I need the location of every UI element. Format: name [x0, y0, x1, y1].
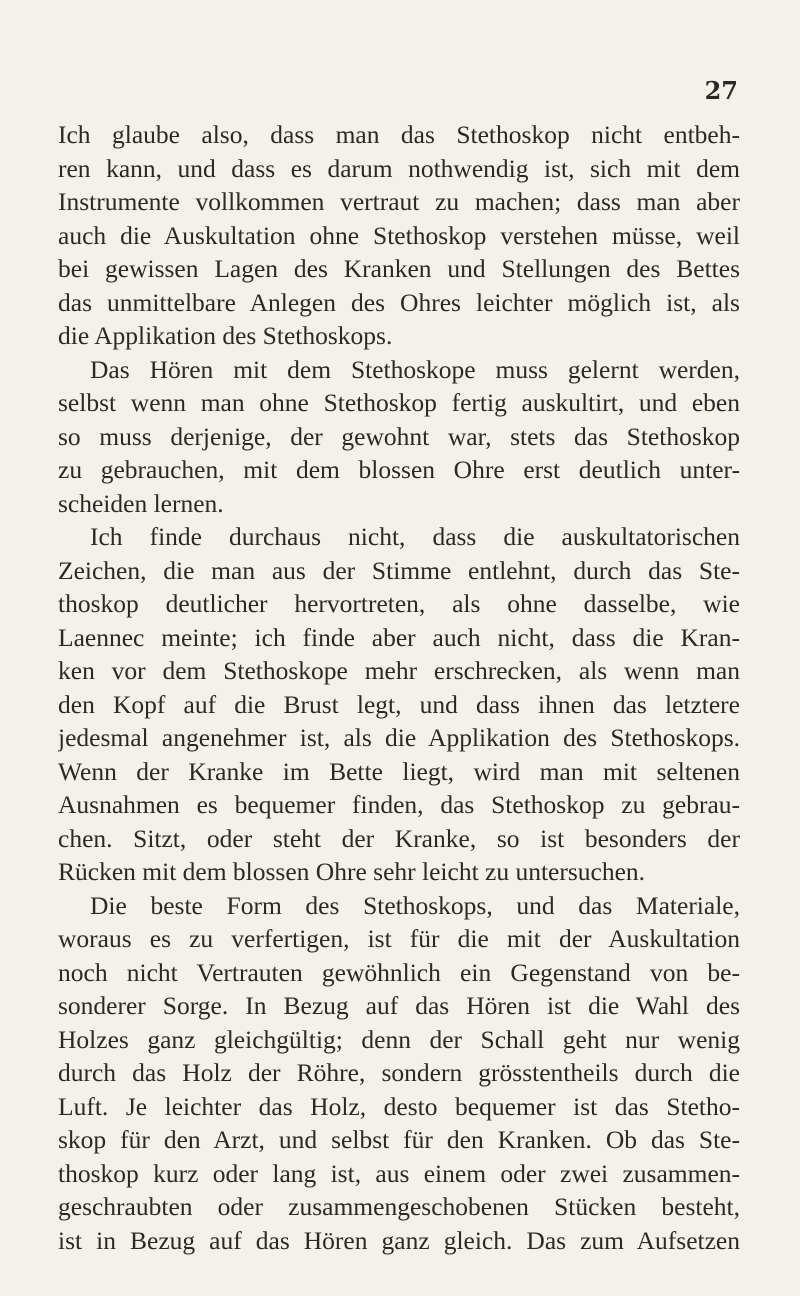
text-line: Ausnahmen es bequemer finden, das Stethoskop zu gebrau-	[58, 790, 740, 819]
text-line: selbst wenn man ohne Stethoskop fertig auskultirt, und eben	[58, 388, 740, 417]
text-line: bei gewissen Lagen des Kranken und Stellungen des Bettes	[58, 254, 740, 283]
page-number: 27	[704, 76, 738, 105]
text-line: durch das Holz der Röhre, sondern grösstentheils durch die	[58, 1058, 740, 1087]
text-line: auch die Auskultation ohne Stethoskop verstehen müsse, weil	[58, 220, 740, 250]
text-line: Luft. Je leichter das Holz, desto bequemer ist das Stetho-	[58, 1091, 740, 1121]
text-line: den Kopf auf die Brust legt, und dass ihnen das letztere	[58, 689, 740, 719]
text-line: skop für den Arzt, und selbst für den Kranken. Ob das Ste-	[58, 1125, 740, 1154]
text-line: jedesmal angenehmer ist, als die Applikation des Stethoskops.	[58, 723, 740, 752]
text-line: sonderer Sorge. In Bezug auf das Hören ist die Wahl des	[58, 991, 740, 1020]
text-line: Die beste Form des Stethoskops, und das Materiale,	[90, 890, 740, 920]
text-line: woraus es zu verfertigen, ist für die mit der Auskultation	[58, 924, 740, 953]
text-line: die Applikation des Stethoskops.	[58, 321, 393, 350]
body-text	[58, 118, 740, 1257]
text-line: Zeichen, die man aus der Stimme entlehnt, durch das Ste-	[58, 555, 740, 585]
text-line: chen. Sitzt, oder steht der Kranke, so ist besonders der	[58, 823, 740, 853]
text-line: scheiden lernen.	[58, 488, 224, 518]
text-line: ren kann, und dass es darum nothwendig ist, sich mit dem	[58, 153, 740, 183]
text-line: Das Hören mit dem Stethoskope muss gelernt werden,	[90, 354, 740, 384]
text-line: Instrumente vollkommen vertraut zu machen; dass man aber	[58, 187, 740, 216]
text-line: Laennec meinte; ich finde aber auch nicht, dass die Kran-	[58, 622, 740, 652]
text-line: so muss derjenige, der gewohnt war, stets das Stethoskop	[58, 421, 740, 451]
text-line: Ich glaube also, dass man das Stethoskop nicht entbeh-	[58, 120, 740, 149]
text-line: thoskop kurz oder lang ist, aus einem oder zwei zusammen-	[58, 1158, 740, 1188]
text-line: Wenn der Kranke im Bette liegt, wird man mit seltenen	[58, 756, 740, 786]
text-line: ist in Bezug auf das Hören ganz gleich. Das zum Aufsetzen	[58, 1225, 740, 1255]
text-line: Ich finde durchaus nicht, dass die auskultatorischen	[90, 522, 740, 551]
text-line: noch nicht Vertrauten gewöhnlich ein Gegenstand von be-	[58, 957, 740, 987]
text-line: ken vor dem Stethoskope mehr erschrecken, als wenn man	[58, 656, 740, 685]
text-line: Rücken mit dem blossen Ohre sehr leicht zu untersuchen.	[58, 857, 646, 886]
text-line: Holzes ganz gleichgültig; denn der Schall geht nur wenig	[58, 1024, 740, 1054]
text-line: das unmittelbare Anlegen des Ohres leichter möglich ist, als	[58, 287, 740, 317]
text-line: zu gebrauchen, mit dem blossen Ohre erst deutlich unter-	[58, 455, 740, 484]
text-line: thoskop deutlicher hervortreten, als ohne dasselbe, wie	[58, 589, 740, 618]
text-line: geschraubten oder zusammengeschobenen Stücken besteht,	[58, 1192, 740, 1221]
